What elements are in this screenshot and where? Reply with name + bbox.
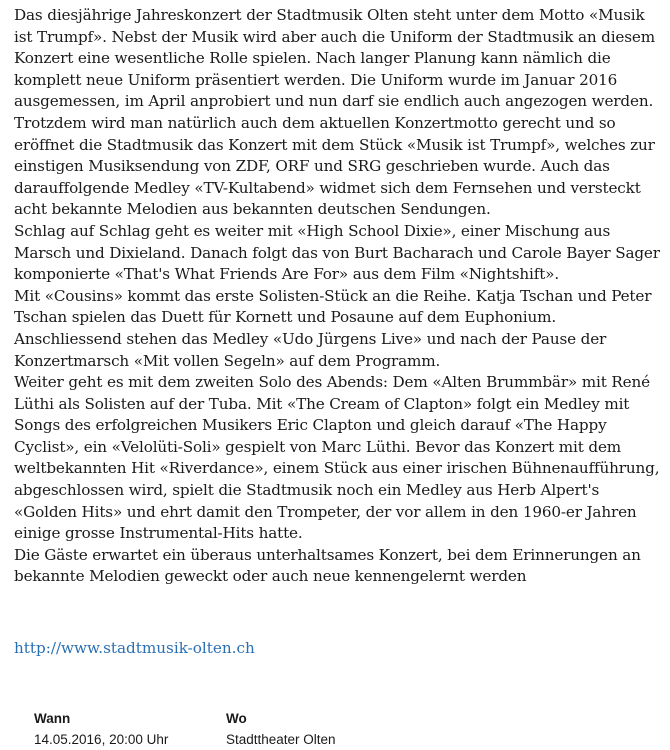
article-paragraph-1: Das diesjährige Jahreskonzert der Stadtmusik Olten steht unter dem Motto «Musik ist Trumpf». Nebst der Musik wird aber auch die Uniform der Stadtmusik an diesem Konzert eine wesentliche Rolle spielen. Nach langer Planung kann nämlich die komplett neue Uniform präsentiert werden. Die Uniform wurde im Januar 2016 ausgemessen, im April anprobiert und nun darf sie endlich auch angezogen werden. Trotzdem wird man natürlich auch dem aktuellen Konzertmotto gerecht und so eröffnet die Stadtmusik das Konzert mit dem Stück «Musik ist Trumpf», welches zur einstigen Musiksendung von ZDF, ORF und SRG geschrieben wurde. Auch das darauffolgende Medley «TV-Kultabend» widmet sich dem Fernsehen und versteckt acht bekannte Melodien aus bekannten deutschen Sendungen.	[14, 6, 656, 219]
event-when	[34, 708, 168, 750]
article-paragraph-2: Schlag auf Schlag geht es weiter mit «High School Dixie», einer Mischung aus Marsch und Dixieland. Danach folgt das von Burt Bacharach und Carole Bayer Sager komponierte «That's What Friends Are For» aus dem Film «Nightshift».	[14, 221, 660, 284]
article-paragraph-4: Weiter geht es mit dem zweiten Solo des Abends: Dem «Alten Brummbär» mit René Lüthi als Solisten auf der Tuba. Mit «The Cream of Clapton» folgt ein Medley mit Songs des erfolgreichen Musikers Eric Clapton und gleich darauf «The Happy Cyclist», ein «Velolüti-Soli» gespielt von Marc Lüthi. Bevor das Konzert mit dem weltbekannten Hit «Riverdance», einem Stück aus einer irischen Bühnenaufführung, abgeschlossen wird, spielt die Stadtmusik noch ein Medley aus Herb Alpert's «Golden Hits» und ehrt damit den Trompeter, der vor allem in den 1960-er Jahren einige grosse Instrumental-Hits hatte.	[14, 373, 660, 543]
article-body	[14, 5, 664, 588]
website-link[interactable]: http://www.stadtmusik-olten.ch	[14, 639, 255, 657]
when-value: 14.05.2016, 20:00 Uhr	[34, 732, 169, 747]
when-label: Wann	[34, 711, 71, 726]
article-paragraph-5: Die Gäste erwartet ein überaus unterhaltsames Konzert, bei dem Erinnerungen an bekannte Melodien geweckt oder auch neue kennengelernt werden	[14, 545, 641, 586]
where-value: Stadttheater Olten	[226, 732, 336, 747]
website-link-row	[14, 637, 255, 659]
where-label: Wo	[226, 711, 247, 726]
event-where	[226, 708, 336, 750]
article-paragraph-3: Mit «Cousins» kommt das erste Solisten-Stück an die Reihe. Katja Tschan und Peter Tschan spielen das Duett für Kornett und Posaune auf dem Euphonium. Anschliessend stehen das Medley «Udo Jürgens Live» und nach der Pause der Konzertmarsch «Mit vollen Segeln» auf dem Programm.	[14, 286, 652, 370]
